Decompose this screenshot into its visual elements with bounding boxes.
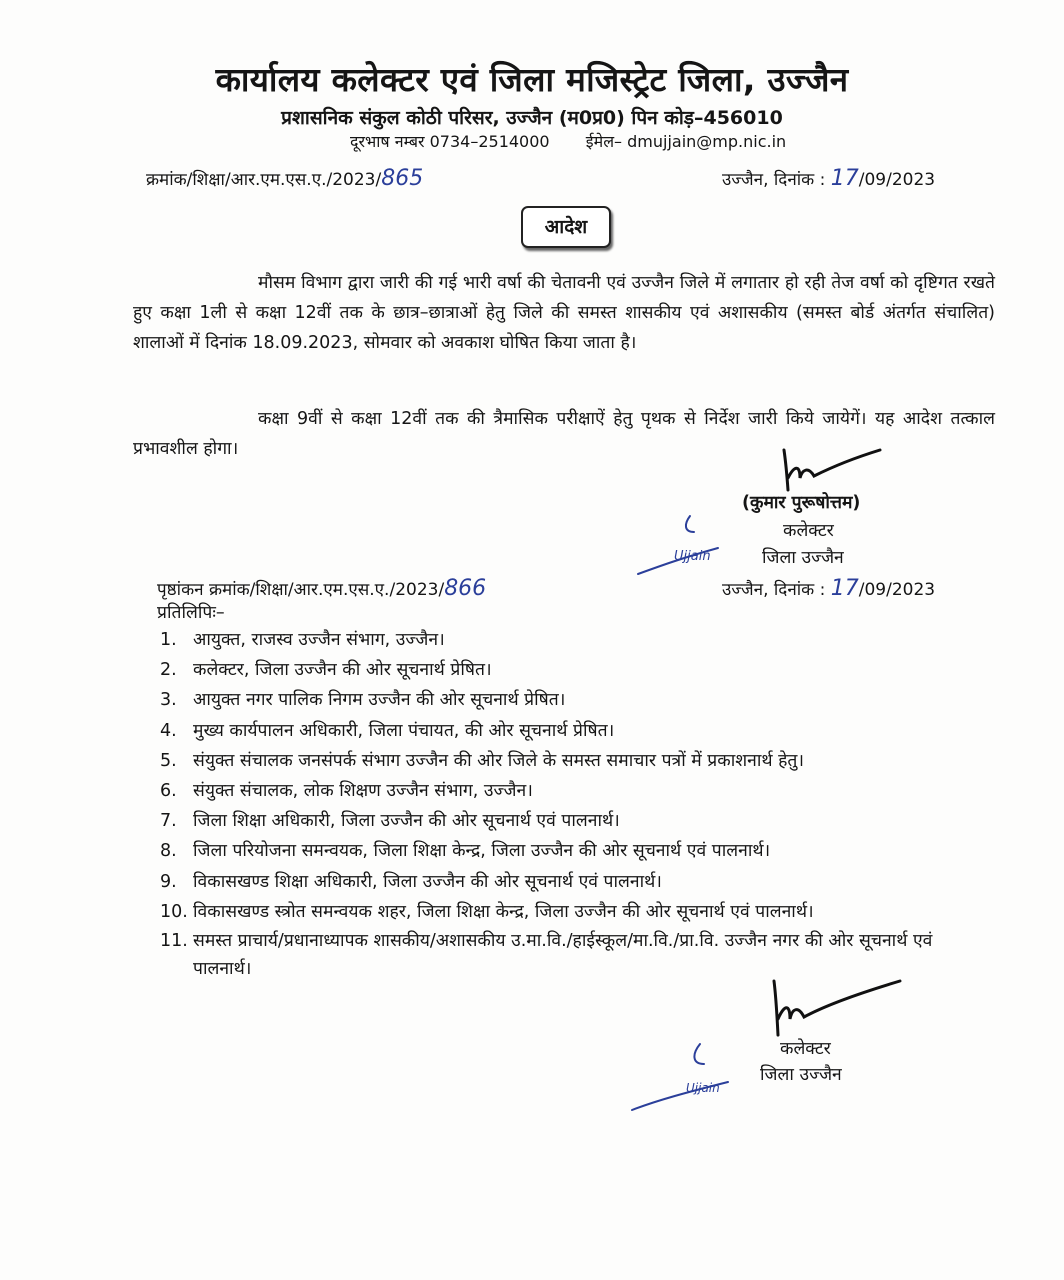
list-item bbox=[160, 685, 990, 715]
order-day-handwritten: 17 bbox=[830, 166, 859, 191]
email-address: ईमेल– dmujjain@mp.nic.in bbox=[585, 132, 787, 151]
list-item-number: 3. bbox=[160, 690, 177, 711]
paragraph-1-text: मौसम विभाग द्वारा जारी की गई भारी वर्षा की चेतावनी एवं उज्जैन जिले में लगातार हो रही तेज वर्षा को दृष्टिगत रखते हुए कक्षा 1ली से कक्षा 12वीं तक के छात्र–छात्राओं हेतु जिले की समस्त शासकीय एवं अशासकीय (समस्त बोर्ड अंतर्गत संचालित) शालाओं में दिनांक 18.09.2023, सोमवार को अवकाश घोषित किया जाता है। bbox=[133, 273, 995, 353]
signatory-designation: कलेक्टर bbox=[783, 521, 834, 541]
order-date bbox=[722, 166, 935, 191]
list-item-text: कलेक्टर, जिला उज्जैन की ओर सूचनार्थ प्रेषित। bbox=[193, 660, 492, 681]
list-item bbox=[160, 655, 990, 685]
list-item bbox=[160, 625, 990, 655]
endorsement-number-handwritten: 866 bbox=[444, 576, 487, 601]
endorsement-number-label: पृष्ठांकन क्रमांक/शिक्षा/आर.एम.एस.ए./2023/ bbox=[157, 580, 445, 600]
initials-mark bbox=[630, 510, 740, 580]
office-title: कार्यालय कलेक्टर एवं जिला मजिस्ट्रेट जिला, उज्जैन bbox=[215, 60, 849, 99]
contact-line bbox=[350, 130, 786, 152]
endorsement-designation: कलेक्टर bbox=[780, 1039, 831, 1059]
order-date-label: उज्जैन, दिनांक : bbox=[722, 170, 826, 190]
list-item-text: संयुक्त संचालक, लोक शिक्षण उज्जैन संभाग, उज्जैन। bbox=[193, 780, 533, 801]
list-item-text: विकासखण्ड शिक्षा अधिकारी, जिला उज्जैन की ओर सूचनार्थ एवं पालनार्थ। bbox=[193, 871, 662, 892]
initials-mark-2 bbox=[628, 1040, 748, 1115]
distribution-list bbox=[160, 625, 990, 983]
list-item-number: 4. bbox=[160, 720, 177, 741]
endorsement-day-handwritten: 17 bbox=[830, 576, 859, 601]
list-item-number: 5. bbox=[160, 750, 177, 771]
order-paragraph-1 bbox=[133, 268, 995, 358]
list-item bbox=[160, 716, 990, 746]
list-item-number: 7. bbox=[160, 811, 177, 832]
endorsement-month-year: /09/2023 bbox=[858, 580, 936, 600]
list-item-number: 10. bbox=[160, 901, 188, 922]
list-item-number: 9. bbox=[160, 871, 177, 892]
order-month-year: /09/2023 bbox=[858, 170, 936, 190]
list-item-text: जिला परियोजना समन्वयक, जिला शिक्षा केन्द्र, जिला उज्जैन की ओर सूचनार्थ एवं पालनार्थ। bbox=[193, 841, 771, 862]
collector-signature-2 bbox=[760, 975, 910, 1045]
copy-to-label: प्रतिलिपिः– bbox=[157, 603, 225, 623]
endorsement-date bbox=[722, 576, 935, 601]
signatory-district: जिला उज्जैन bbox=[762, 548, 844, 568]
list-item bbox=[160, 776, 990, 806]
office-address: प्रशासनिक संकुल कोठी परिसर, उज्जैन (म0प्र0) पिन कोड़–456010 bbox=[281, 107, 783, 129]
list-item bbox=[160, 836, 990, 866]
list-item-text: विकासखण्ड स्त्रोत समन्वयक शहर, जिला शिक्षा केन्द्र, जिला उज्जैन की ओर सूचनार्थ एवं पालनार्थ। bbox=[193, 901, 814, 922]
initials-text-2: Ujjain bbox=[686, 1081, 720, 1095]
order-number-label: क्रमांक/शिक्षा/आर.एम.एस.ए./2023/ bbox=[146, 170, 382, 190]
list-item-number: 8. bbox=[160, 841, 177, 862]
list-item-number: 2. bbox=[160, 660, 177, 681]
endorsement-number bbox=[157, 576, 486, 601]
order-number-handwritten: 865 bbox=[381, 166, 424, 191]
list-item-number: 11. bbox=[160, 930, 188, 951]
initials-text: Ujjain bbox=[674, 549, 711, 564]
signatory-name: (कुमार पुरूषोत्तम) bbox=[742, 493, 861, 513]
list-item-text: समस्त प्राचार्य/प्रधानाध्यापक शासकीय/अशासकीय उ.मा.वि./हाईस्कूल/मा.वि./प्रा.वि. उज्जैन नगर की ओर सूचनार्थ एवं पालनार्थ। bbox=[193, 930, 933, 979]
paragraph-2-text: कक्षा 9वीं से कक्षा 12वीं तक की त्रैमासिक परीक्षाऐं हेतु पृथक से निर्देश जारी किये जायेगें। यह आदेश तत्काल प्रभावशील होगा। bbox=[133, 409, 995, 459]
endorsement-district: जिला उज्जैन bbox=[760, 1065, 842, 1085]
list-item bbox=[160, 746, 990, 776]
list-item-text: मुख्य कार्यपालन अधिकारी, जिला पंचायत, की ओर सूचनार्थ प्रेषित। bbox=[193, 720, 615, 741]
list-item bbox=[160, 867, 990, 897]
list-item-text: जिला शिक्षा अधिकारी, जिला उज्जैन की ओर सूचनार्थ एवं पालनार्थ। bbox=[193, 811, 620, 832]
list-item bbox=[160, 806, 990, 836]
order-number bbox=[146, 166, 423, 191]
list-item-text: आयुक्त नगर पालिक निगम उज्जैन की ओर सूचनार्थ प्रेषित। bbox=[193, 690, 566, 711]
list-item-number: 6. bbox=[160, 780, 177, 801]
list-item-text: आयुक्त, राजस्व उज्जैन संभाग, उज्जैन। bbox=[193, 630, 445, 650]
endorsement-date-label: उज्जैन, दिनांक : bbox=[722, 580, 826, 600]
list-item-number: 1. bbox=[160, 630, 177, 650]
phone-number: दूरभाष नम्बर 0734–2514000 bbox=[350, 132, 550, 151]
list-item bbox=[160, 897, 990, 927]
list-item-text: संयुक्त संचालक जनसंपर्क संभाग उज्जैन की ओर जिले के समस्त समाचार पत्रों में प्रकाशनार्थ हेतु। bbox=[193, 750, 805, 771]
order-heading: आदेश bbox=[521, 206, 611, 248]
